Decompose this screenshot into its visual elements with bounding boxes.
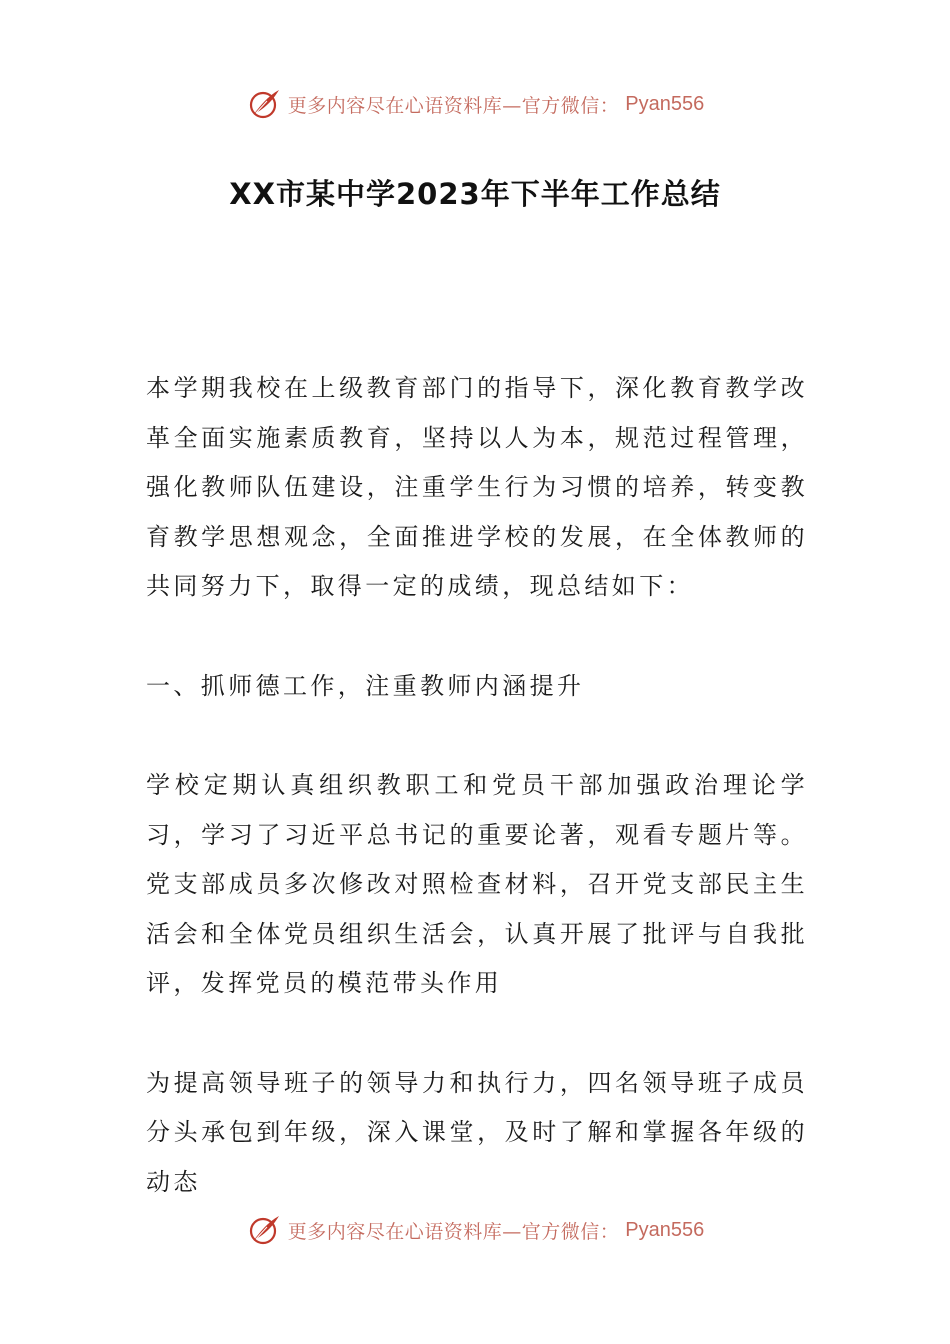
document-title: XX市某中学2023年下半年工作总结: [229, 177, 721, 211]
watermark-header: [0, 84, 950, 124]
paragraph-leadership: 为提高领导班子的领导力和执行力，四名领导班子成员分头承包到年级，深入课堂，及时了解和掌握各年级的动态: [146, 1068, 808, 1196]
quill-pen-circle-icon: [246, 86, 282, 122]
section-heading-1: 一、抓师德工作，注重教师内涵提升: [146, 671, 585, 700]
watermark-wechat-id: Pyan556: [625, 92, 705, 115]
watermark-text: 更多内容尽在心语资料库—官方微信：: [287, 94, 620, 117]
document-body: [146, 364, 808, 1257]
paragraph-political-study: 学校定期认真组织教职工和党员干部加强政治理论学习，学习了习近平总书记的重要论著，观看专题片等。党支部成员多次修改对照检查材料，召开党支部民主生活会和全体党员组织生活会，认真开展了批评与自我批评，发挥党员的模范带头作用: [146, 771, 808, 997]
watermark-text: 更多内容尽在心语资料库—官方微信：: [287, 1220, 620, 1243]
quill-pen-circle-icon: [246, 1212, 282, 1248]
watermark-footer: [0, 1210, 950, 1250]
watermark-wechat-id: Pyan556: [625, 1218, 705, 1241]
paragraph-intro: 本学期我校在上级教育部门的指导下，深化教育教学改革全面实施素质教育，坚持以人为本，规范过程管理，强化教师队伍建设，注重学生行为习惯的培养，转变教育教学思想观念，全面推进学校的发展，在全体教师的共同努力下，取得一定的成绩，现总结如下：: [146, 374, 808, 600]
